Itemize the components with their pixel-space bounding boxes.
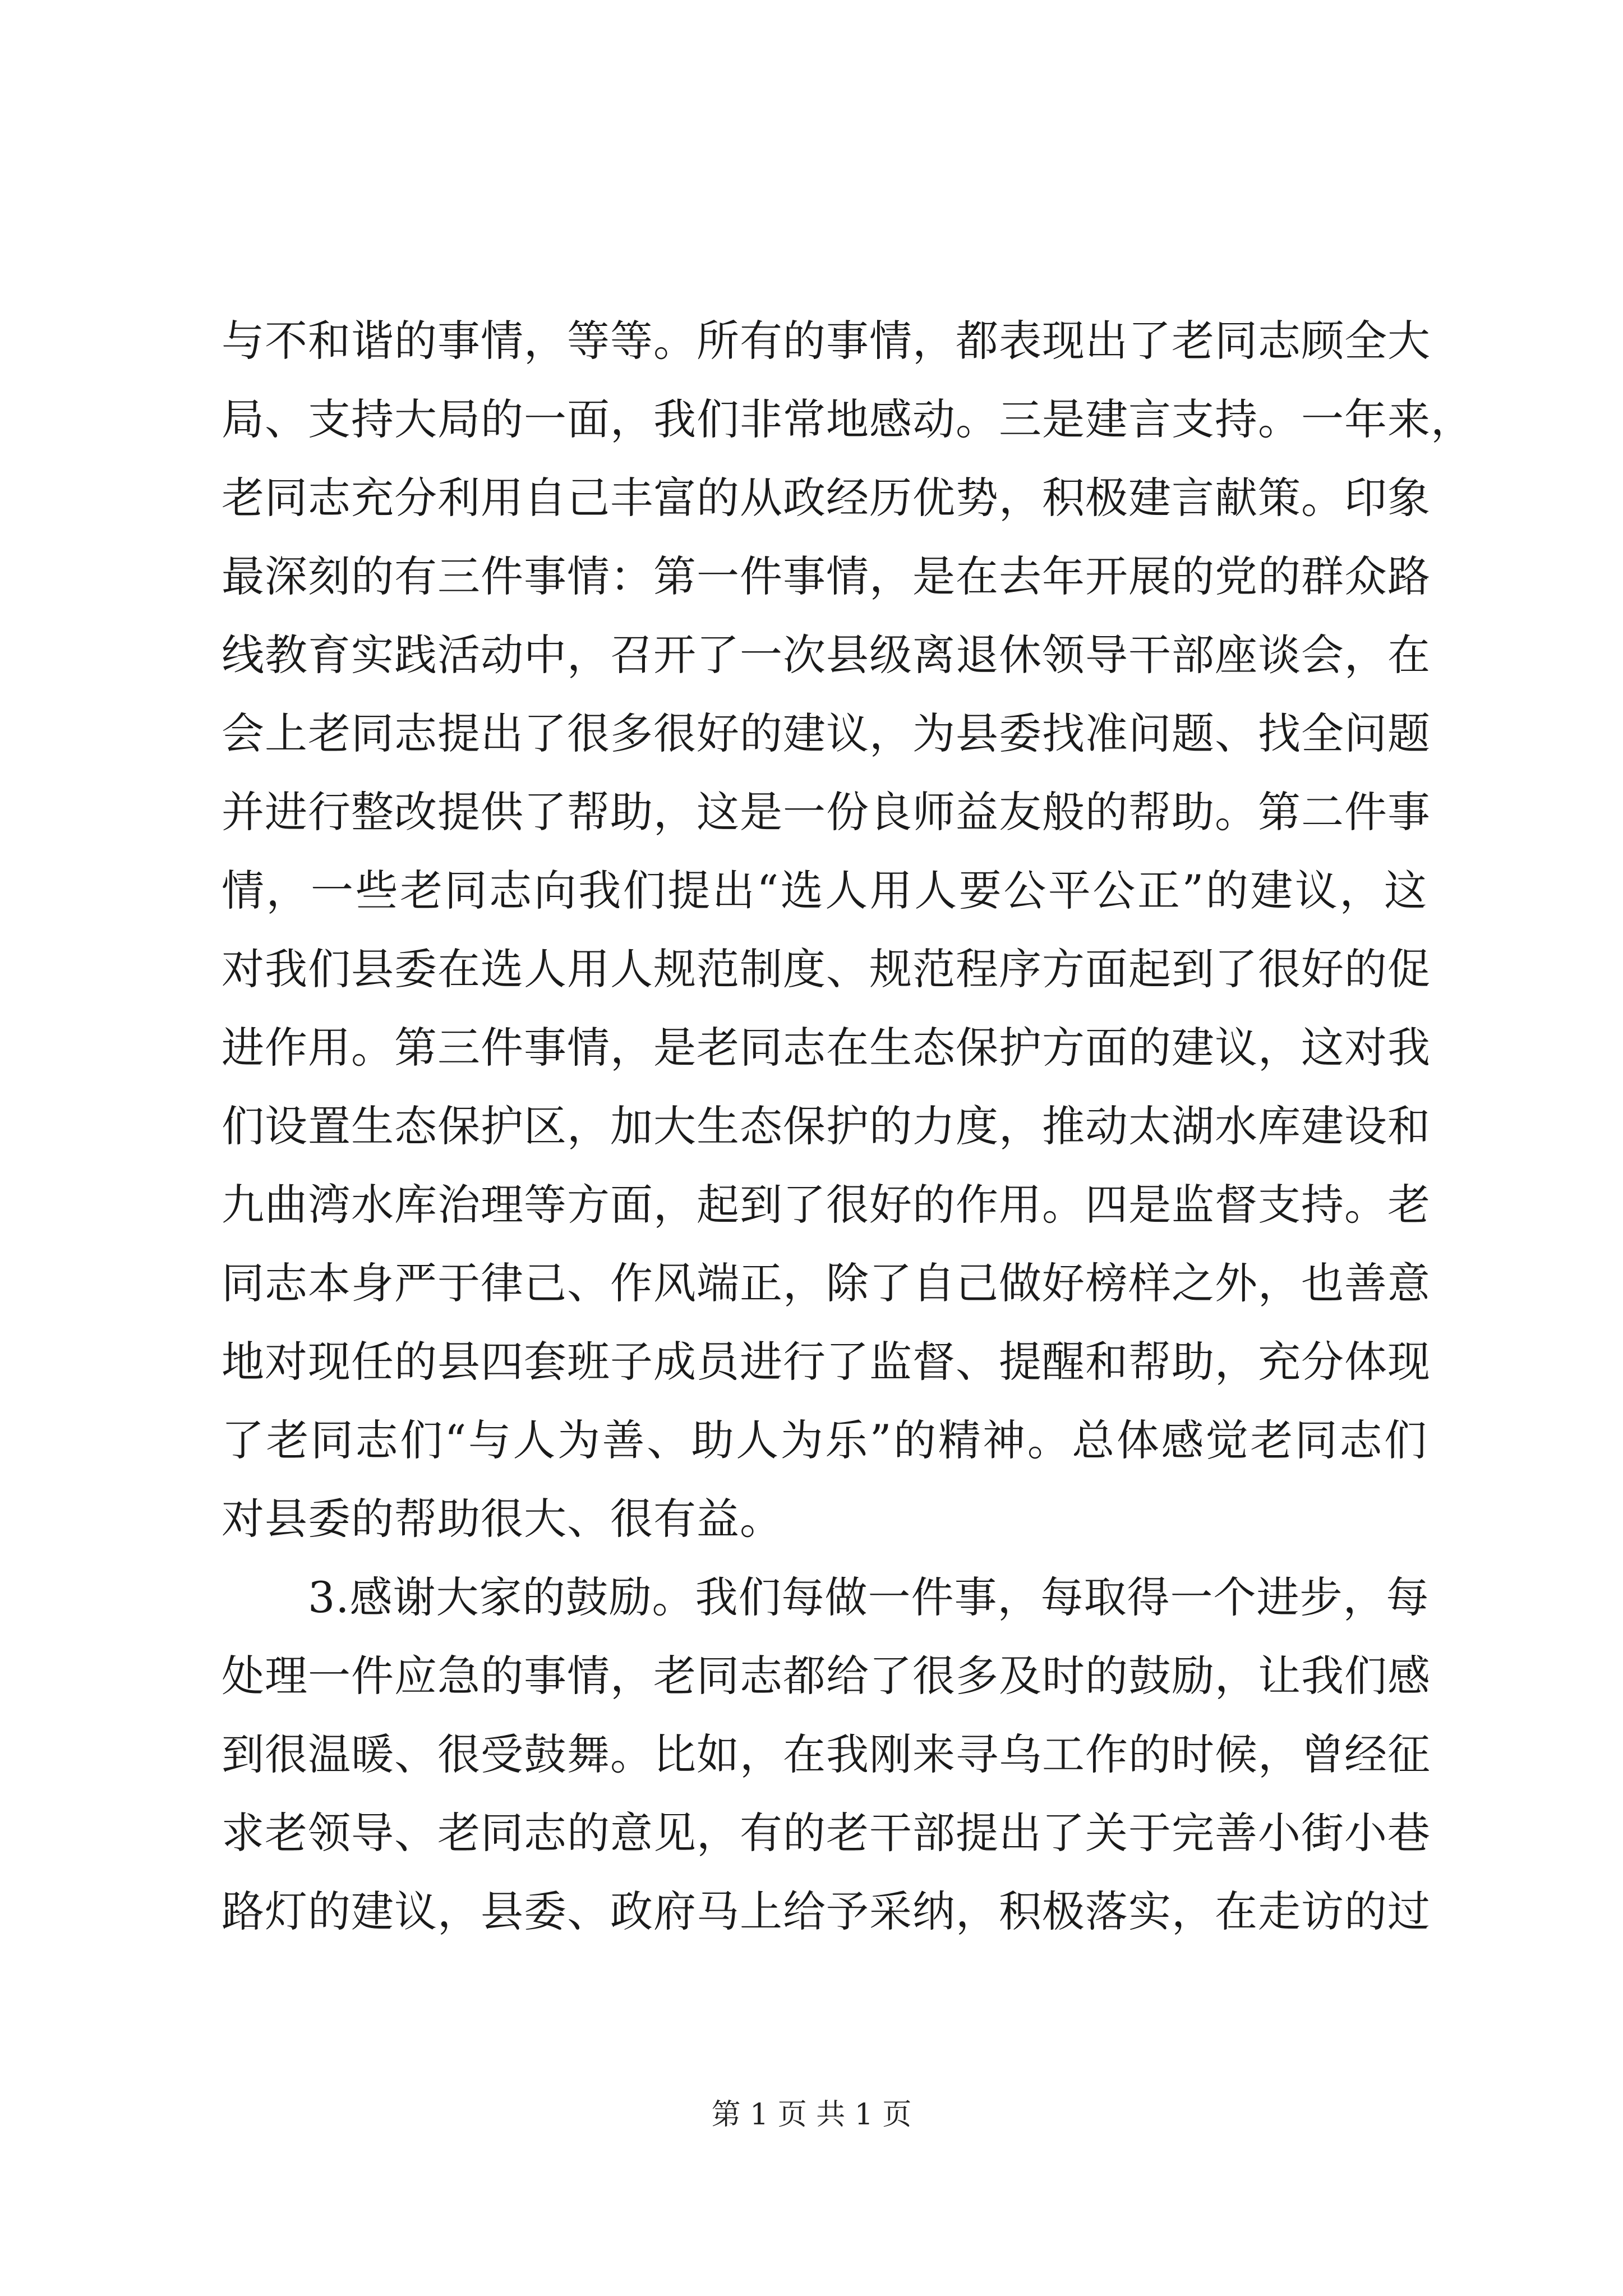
text-line: 局、支持大局的一面，我们非常地感动。三是建言支持。一年来，: [222, 394, 1474, 444]
text-line: 进作用。第三件事情，是老同志在生态保护方面的建议，这对我: [222, 1023, 1431, 1073]
text-line: 同志本身严于律己、作风端正，除了自己做好榜样之外，也善意: [222, 1258, 1431, 1308]
text-line: 并进行整改提供了帮助，这是一份良师益友般的帮助。第二件事: [222, 787, 1431, 837]
text-line: 处理一件应急的事情，老同志都给了很多及时的鼓励，让我们感: [222, 1651, 1431, 1701]
text-line: 对我们县委在选人用人规范制度、规范程序方面起到了很好的促: [222, 944, 1431, 994]
text-line: 与不和谐的事情，等等。所有的事情，都表现出了老同志顾全大: [222, 316, 1431, 366]
text-line: 线教育实践活动中，召开了一次县级离退休领导干部座谈会，在: [222, 630, 1431, 680]
text-line: 九曲湾水库治理等方面，起到了很好的作用。四是监督支持。老: [222, 1180, 1431, 1230]
text-line: 到很温暖、很受鼓舞。比如，在我刚来寻乌工作的时候，曾经征: [222, 1729, 1431, 1779]
text-line: 老同志充分利用自己丰富的从政经历优势，积极建言献策。印象: [222, 473, 1431, 523]
body-text: [222, 302, 1474, 1951]
text-line: 情，一些老同志向我们提出“选人用人要公平公正”的建议，这: [222, 866, 1427, 915]
text-line: 会上老同志提出了很多很好的建议，为县委找准问题、找全问题: [222, 708, 1431, 758]
text-line: 了老同志们“与人为善、助人为乐”的精神。总体感觉老同志们: [222, 1415, 1427, 1465]
text-line: 求老领导、老同志的意见，有的老干部提出了关于完善小街小巷: [222, 1808, 1431, 1858]
text-line: 3.感谢大家的鼓励。我们每做一件事，每取得一个进步，每: [222, 1572, 1430, 1622]
text-line: 对县委的帮助很大、很有益。: [222, 1494, 783, 1544]
text-line: 路灯的建议，县委、政府马上给予采纳，积极落实，在走访的过: [222, 1887, 1431, 1936]
text-line: 地对现任的县四套班子成员进行了监督、提醒和帮助，充分体现: [222, 1337, 1431, 1387]
text-line: 们设置生态保护区，加大生态保护的力度，推动太湖水库建设和: [222, 1101, 1431, 1151]
page-footer: [0, 2095, 1623, 2134]
page-number: 第 1 页 共 1 页: [711, 2098, 912, 2132]
text-line: 最深刻的有三件事情：第一件事情，是在去年开展的党的群众路: [222, 551, 1431, 601]
